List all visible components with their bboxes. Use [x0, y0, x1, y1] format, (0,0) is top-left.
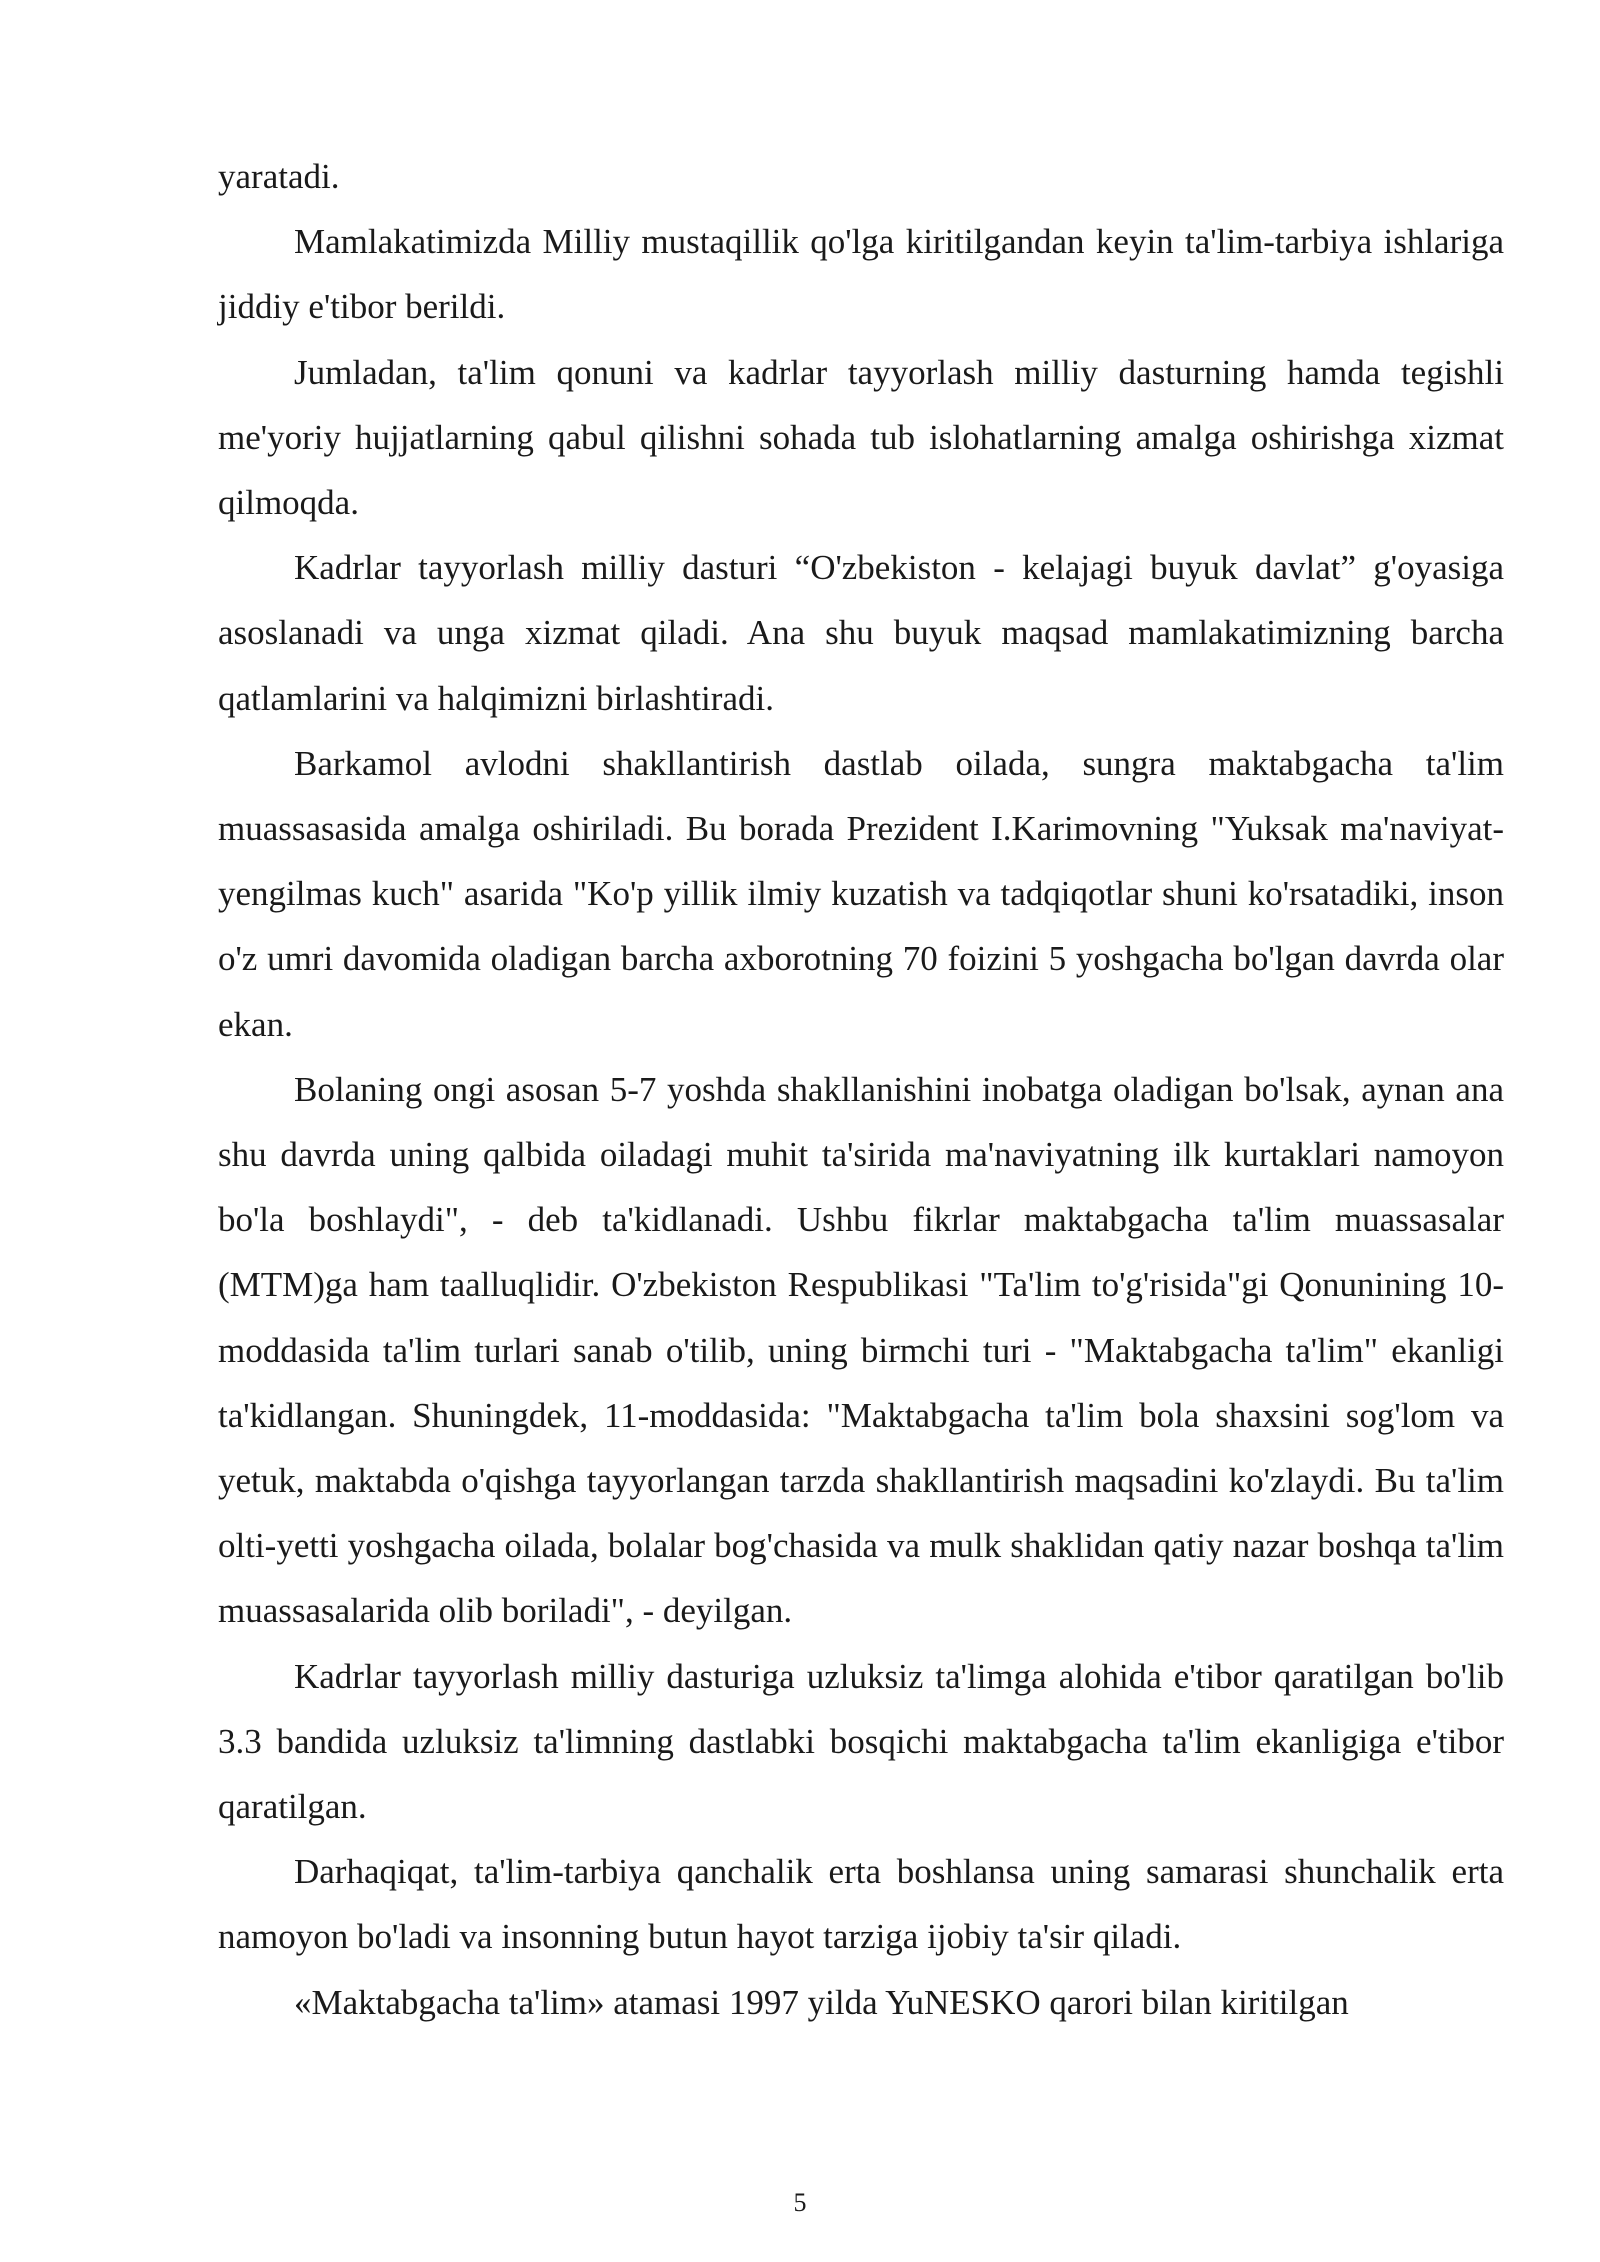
page-number: 5 [793, 2188, 807, 2217]
paragraph: Jumladan, ta'lim qonuni va kadrlar tayyorlash milliy dasturning hamda tegishli me'yoriy hujjatlarning qabul qilishni sohada tub islohatlarning amalga oshirishga xizmat qilmoqda. [218, 352, 1504, 523]
paragraph: «Maktabgacha ta'lim» atamasi 1997 yilda YuNESKO qarori bilan kiritilgan [294, 1982, 1349, 2022]
paragraph: Kadrlar tayyorlash milliy dasturi “O'zbekiston - kelajagi buyuk davlat” g'oyasiga asoslanadi va unga xizmat qiladi. Ana shu buyuk maqsad mamlakatimizning barcha qatlamlarini va halqimizni birlashtiradi. [218, 548, 1504, 718]
paragraph: Bolaning ongi asosan 5-7 yoshda shakllanishini inobatga oladigan bo'lsak, aynan ana shu davrda uning qalbida oiladagi muhit ta'sirida ma'naviyatning ilk kurtaklari namoyon bo'la boshlaydi", - deb ta'kidlanadi. Ushbu fikrlar maktabgacha ta'lim muassasalar (MTM)ga ham taalluqlidir. O'zbekiston Respublikasi "Ta'lim to'g'risida"gi Qonunining 10-moddasida ta'lim turlari sanab o'tilib, uning birmchi turi - "Maktabgacha ta'lim" ekanligi ta'kidlangan. Shuningdek, 11-moddasida: "Maktabgacha ta'lim bola shaxsini sog'lom va yetuk, maktabda o'qishga tayyorlangan tarzda shakllantirish maqsadini ko'zlaydi. Bu ta'lim olti-yetti yoshgacha oilada, bolalar bog'chasida va mulk shaklidan qatiy nazar boshqa ta'lim muassasalarida olib boriladi", - deyilgan. [218, 1069, 1504, 1631]
paragraph: Barkamol avlodni shakllantirish dastlab oilada, sungra maktabgacha ta'lim muassasasida amalga oshiriladi. Bu borada Prezident I.Karimovning "Yuksak ma'naviyat-yengilmas kuch" asarida "Ko'p yillik ilmiy kuzatish va tadqiqotlar shuni ko'rsatadiki, inson o'z umri davomida oladigan barcha axborotning 70 foizini 5 yoshgacha bo'lgan davrda olar ekan. [218, 743, 1504, 1044]
paragraph: Darhaqiqat, ta'lim-tarbiya qanchalik erta boshlansa uning samarasi shunchalik erta namoyon bo'ladi va insonning butun hayot tarziga ijobiy ta'sir qiladi. [218, 1852, 1504, 1957]
body-text [218, 144, 1504, 2035]
paragraph: Mamlakatimizda Milliy mustaqillik qo'lga kiritilgandan keyin ta'lim-tarbiya ishlariga jiddiy e'tibor berildi. [218, 222, 1504, 327]
paragraph: Kadrlar tayyorlash milliy dasturiga uzluksiz ta'limga alohida e'tibor qaratilgan bo'lib 3.3 bandida uzluksiz ta'limning dastlabki bosqichi maktabgacha ta'lim ekanligiga e'tibor qaratilgan. [218, 1656, 1504, 1827]
paragraph-continuation: yaratadi. [218, 157, 340, 196]
